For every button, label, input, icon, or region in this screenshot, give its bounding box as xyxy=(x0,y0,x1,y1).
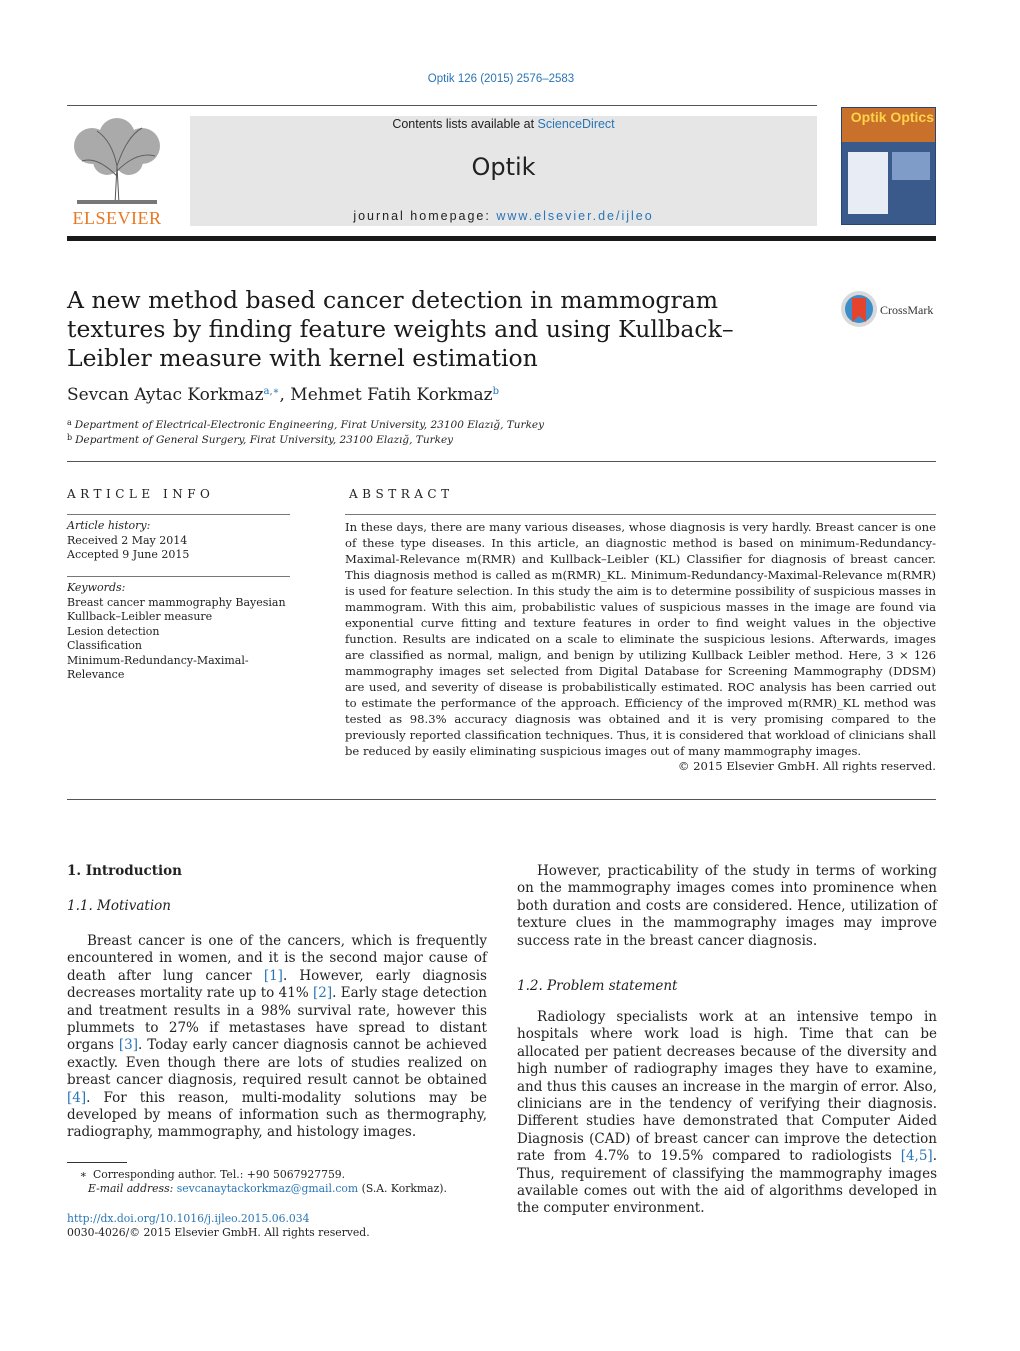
accepted-date: Accepted 9 June 2015 xyxy=(67,548,190,561)
received-date: Received 2 May 2014 xyxy=(67,533,188,547)
email-link[interactable]: sevcanaytackorkmaz@gmail.com xyxy=(176,1182,359,1195)
paragraph-problem-statement xyxy=(517,1009,937,1218)
abstract-heading: ABSTRACT xyxy=(349,487,454,501)
article-info-divider xyxy=(67,514,290,515)
section-divider xyxy=(67,461,936,462)
doi-link[interactable]: http://dx.doi.org/10.1016/j.ijleo.2015.06.034 xyxy=(67,1212,310,1225)
citation-link[interactable]: [4] xyxy=(67,1089,87,1106)
affiliation-mark: b xyxy=(67,433,73,442)
affiliation-mark: a xyxy=(67,418,72,427)
email-label: E-mail address: xyxy=(88,1182,177,1195)
author-name: Mehmet Fatih Korkmaz xyxy=(290,385,493,405)
header-thick-divider xyxy=(67,236,936,241)
paragraph-practicability: However, practicability of the study in terms of working on the mammography images comes into prominence when both duration and costs are considered. Hence, utilization of texture clues in the mammography images may improve success rate in the breast cancer diagnosis. xyxy=(517,863,937,949)
footnote-mark: ∗ xyxy=(79,1168,87,1181)
text-run: Breast cancer is one of the cancers, which is frequently encountered in women, and it is the second major cause of death after lung cancer xyxy=(67,933,487,984)
homepage-link[interactable]: www.elsevier.de/ijleo xyxy=(496,209,654,223)
crossmark-badge[interactable] xyxy=(840,290,940,330)
issn-line: 0030-4026/© 2015 Elsevier GmbH. All rights reserved. xyxy=(67,1226,370,1239)
author-separator: , xyxy=(279,385,291,405)
text-run: . Early stage detection and treatment results in a 98% survival rate, however this plummets to 27% if metastases have spread to distant organs xyxy=(67,985,487,1054)
keyword: Relevance xyxy=(67,668,125,681)
citation-link[interactable]: [1] xyxy=(263,967,283,984)
body-divider xyxy=(67,799,936,800)
affiliation-text: Department of General Surgery, Firat University, 23100 Elazığ, Turkey xyxy=(75,434,454,446)
keyword: Minimum-Redundancy-Maximal- xyxy=(67,653,249,667)
journal-cover-thumbnail xyxy=(841,107,936,225)
footnote-text: Corresponding author. Tel.: +90 5067927759. xyxy=(93,1168,346,1181)
footnote-divider xyxy=(67,1162,127,1163)
keywords-label: Keywords: xyxy=(67,581,126,594)
author-affiliation-mark[interactable]: a,∗ xyxy=(263,386,280,397)
text-run: . Thus, requirement of classifying the mammography images available comes out with the aid of algorithms developed in the computer environment. xyxy=(517,1148,937,1217)
keywords-divider xyxy=(67,576,290,577)
affiliation-text: Department of Electrical-Electronic Engineering, Firat University, 23100 Elazığ, Turkey xyxy=(74,419,545,431)
journal-title: Optik xyxy=(471,153,536,181)
header-divider xyxy=(67,105,817,106)
crossmark-label: CrossMark xyxy=(880,303,934,317)
abstract-text: In these days, there are many various diseases, whose diagnosis is very hardly. Breast cancer is one of these type diseases. In this article, an diagnostic method is based on minimum-Redundancy-Maximal-Relevance m(RMR) and Kullback–Leibler (KL) Classifier for diagnosis of breast cancer. This diagnosis method is called as m(RMR)_KL. Minimum-Redundancy-Maximal-Relevance m(RMR) is used for feature selection. In this study the aim is to determine possibility of suspicious masses in mammogram. With this aim, probabilistic values of suspicious masses in the image are found via exponential curve fitting and texture features in order to find weight values in the objective function. Results are indicated on a scale to eliminate the suspicious lesions. Afterwards, images are classified as normal, malign, and benign by utilizing Kullback Leibler method. Here, 3 × 126 mammography images set selected from Digital Database for Screening Mammography (DDSM) are used, and severity of disease is probabilistically estimated. ROC analysis has been carried out to estimate the performance of the approach. Efficiency of the improved m(RMR)_KL method was tested as 98.3% accuracy diagnosis was obtained and it is very promising compared to the previously reported classification techniques. Thus, it is considered that workload of clinicians shall be reduced by easily eliminating suspicious images out of many mammography images. xyxy=(345,520,936,758)
affiliation-a xyxy=(67,418,544,431)
citation-link[interactable]: [2] xyxy=(313,985,333,1002)
subsection-heading-problem-statement: 1.2. Problem statement xyxy=(517,978,678,994)
contents-line xyxy=(190,117,817,131)
subsection-heading-motivation: 1.1. Motivation xyxy=(67,898,171,914)
author-affiliation-mark[interactable]: b xyxy=(492,386,500,397)
article-info-heading: ARTICLE INFO xyxy=(67,487,215,501)
paragraph-motivation xyxy=(67,933,487,1142)
affiliation-b xyxy=(67,433,453,446)
contents-prefix: Contents lists available at xyxy=(392,117,538,131)
email-suffix: (S.A. Korkmaz). xyxy=(358,1182,447,1195)
text-run: Radiology specialists work at an intensive tempo in hospitals where work load is high. Time that can be allocated per patient decreases because of the diversity and high number of radiography images they have to examine, and thus this causes an increase in the margin of error. Also, clinicians are in the tendency of verifying their diagnosis. Different studies have demonstrated that Computer Aided Diagnosis (CAD) of breast cancer can improve the detection rate from 4.7% to 19.5% compared to radiologists xyxy=(517,1009,937,1165)
author-name: Sevcan Aytac Korkmaz xyxy=(67,385,264,405)
email-note xyxy=(88,1182,447,1196)
citation-link[interactable]: [3] xyxy=(118,1037,138,1054)
abstract-copyright: © 2015 Elsevier GmbH. All rights reserved. xyxy=(677,759,936,773)
corresponding-author-note xyxy=(67,1168,345,1182)
sciencedirect-link[interactable]: ScienceDirect xyxy=(537,117,615,131)
section-heading-introduction: 1. Introduction xyxy=(67,863,182,879)
homepage-prefix: journal homepage: xyxy=(353,209,497,223)
keywords-block xyxy=(67,581,286,683)
article-title: A new method based cancer detection in mammogram textures by finding feature weights and using Kullback–Leibler measure with kernel estimation xyxy=(67,286,734,372)
abstract-divider xyxy=(345,514,936,515)
author-list xyxy=(67,385,499,405)
elsevier-wordmark: ELSEVIER xyxy=(72,208,162,228)
history-label: Article history: xyxy=(67,519,151,532)
keyword: Kullback–Leibler measure xyxy=(67,610,213,623)
keyword: Lesion detection xyxy=(67,624,160,638)
text-run: . Today early cancer diagnosis cannot be achieved exactly. Even though there are lots of studies realized on breast cancer diagnosis, required result cannot be obtained xyxy=(67,1037,487,1089)
homepage-line xyxy=(190,209,817,223)
text-run: . For this reason, multi-modality solutions may be developed by means of information such as thermography, radiography, mammography, and histology images. xyxy=(67,1089,487,1141)
keyword: Classification xyxy=(67,639,143,652)
cover-title: Optik Optics xyxy=(850,109,934,125)
text-run: . However, early diagnosis decreases mortality rate up to 41% xyxy=(67,967,487,1002)
crossmark-icon xyxy=(840,290,878,328)
keyword: Breast cancer mammography Bayesian xyxy=(67,595,286,609)
citation-link[interactable]: [4,5] xyxy=(900,1148,933,1165)
journal-reference[interactable]: Optik 126 (2015) 2576–2583 xyxy=(427,73,575,85)
article-history xyxy=(67,519,189,563)
